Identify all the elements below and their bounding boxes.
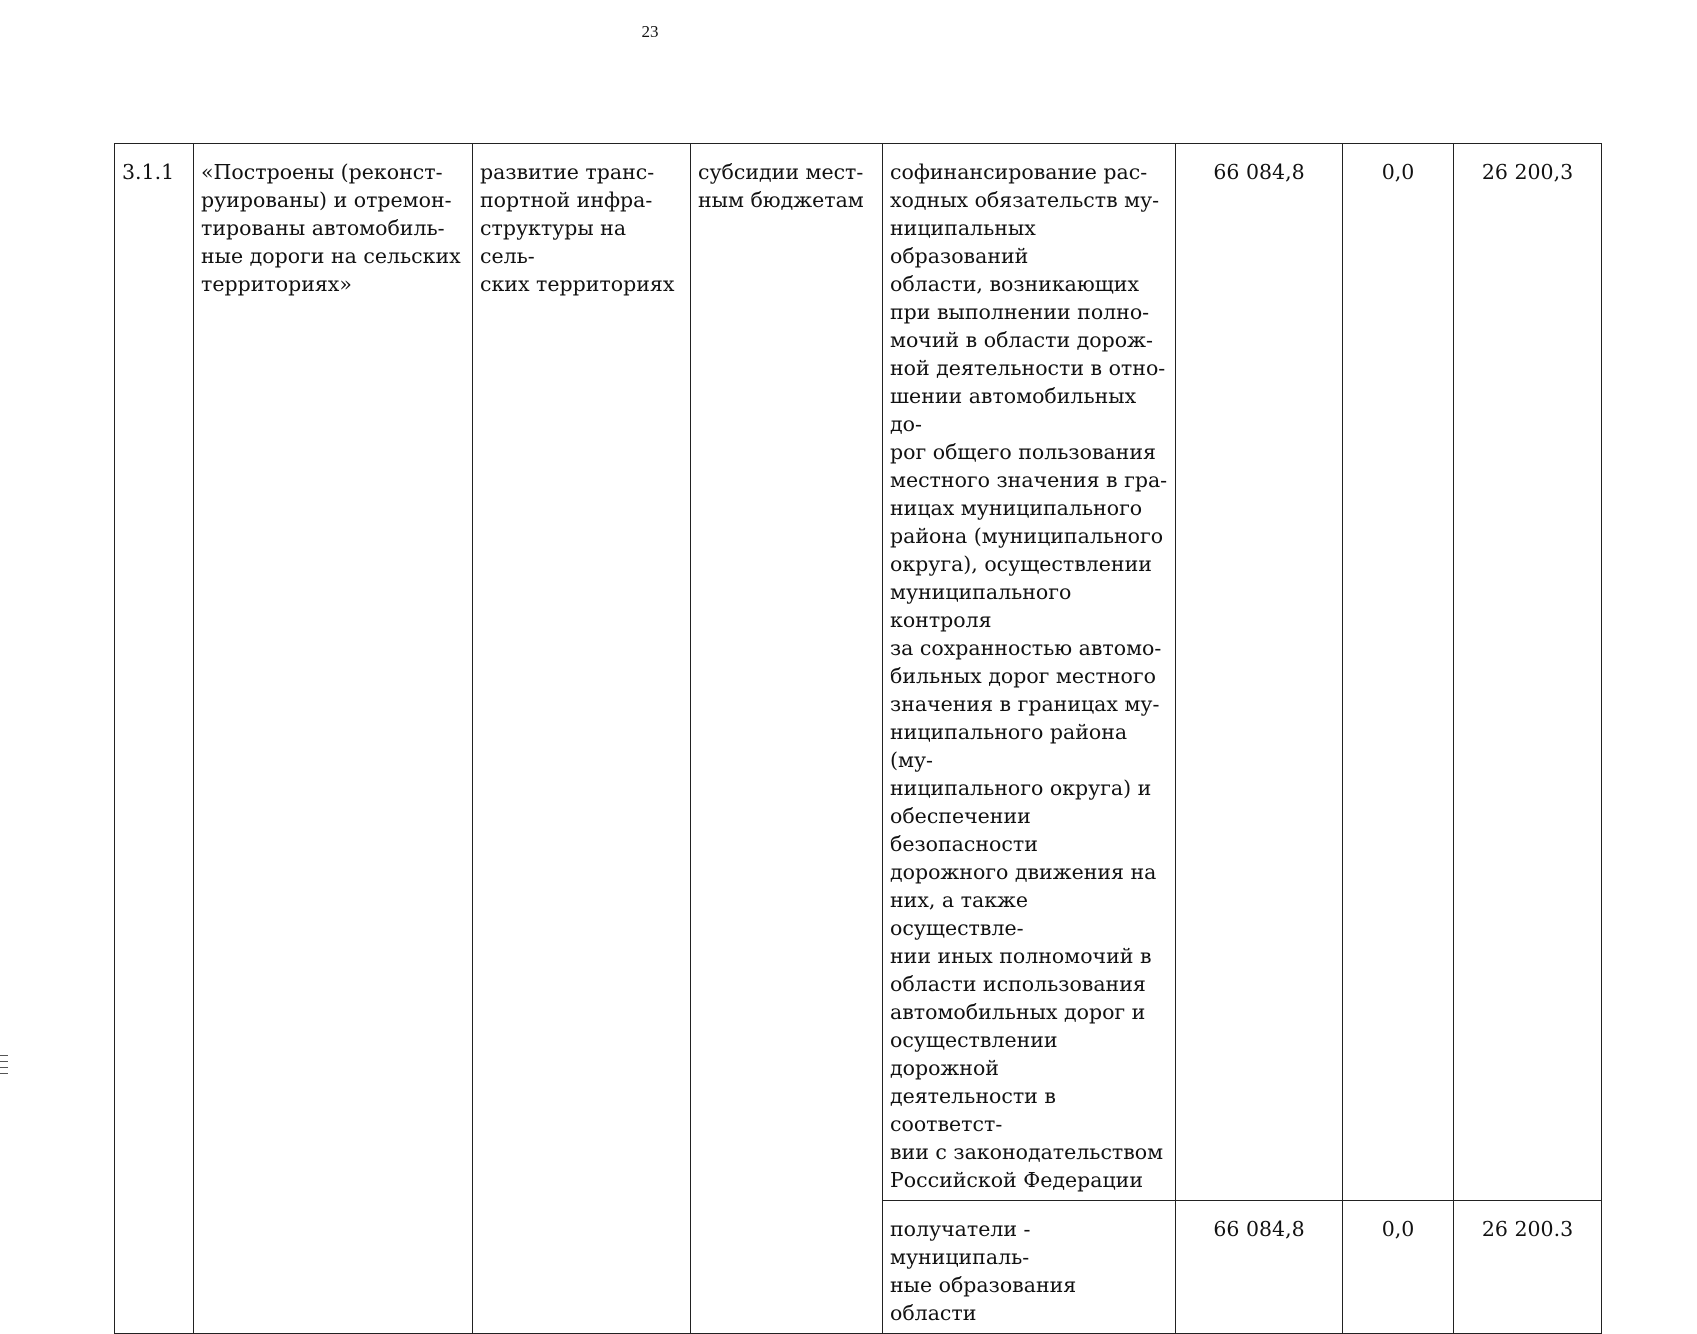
data-table [114,143,1602,1334]
cell-description: получатели - муниципаль- ные образования области [883,1201,1176,1334]
cell-value-1: 66 084,8 [1176,144,1343,1201]
cell-direction: развитие транс- портной инфра- структуры на сель- ских территориях [473,144,691,1334]
cell-value-3: 26 200,3 [1454,144,1602,1201]
cell-value-2: 0,0 [1343,144,1454,1201]
table-row [115,144,1602,1201]
cell-type: субсидии мест- ным бюджетам [691,144,883,1334]
scan-marks [0,1055,8,1079]
cell-value-2: 0,0 [1343,1201,1454,1334]
page-number: 23 [641,22,659,41]
cell-value-3: 26 200.3 [1454,1201,1602,1334]
cell-result: «Построены (реконст- руированы) и отремон- тированы автомобиль- ные дороги на сельских территориях» [194,144,473,1334]
cell-description: софинансирование рас- ходных обязательств му- ниципальных образований области, возникающих при выполнении полно- мочий в области дорож- ной деятельности в отно- шении автомобильных до- рог общего пользования местного значения в гра- ницах муниципального района (муниципального округа), осуществлении муниципального контроля за сохранностью автомо- бильных дорог местного значения в границах му- ниципального района (му- ниципального округа) и обеспечении безопасности дорожного движения на них, а также осуществле- нии иных полномочий в области использования автомобильных дорог и осуществлении дорожной деятельности в соответст- вии с законодательством Российской Федерации [883,144,1176,1201]
cell-code: 3.1.1 [115,144,194,1334]
cell-value-1: 66 084,8 [1176,1201,1343,1334]
